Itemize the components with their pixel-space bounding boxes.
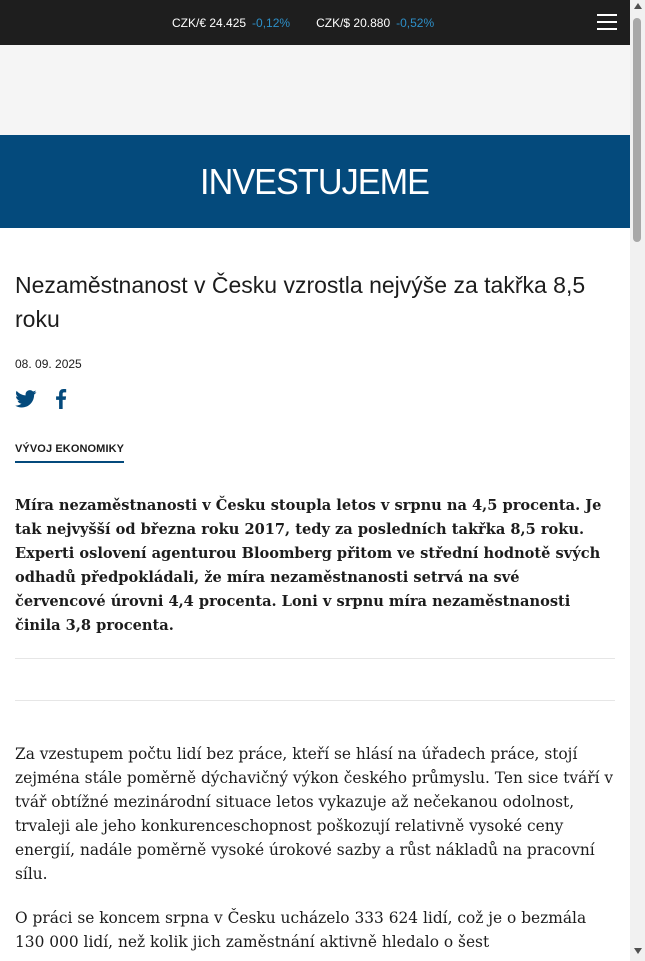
- article: [15, 268, 615, 954]
- rate-label: CZK/$ 20.880: [316, 16, 391, 30]
- rate-czk-usd: [316, 15, 434, 31]
- category-tag[interactable]: VÝVOJ EKONOMIKY: [15, 443, 124, 463]
- scroll-up-arrow-icon[interactable]: [630, 3, 645, 13]
- article-perex: Míra nezaměstnanosti v Česku stoupla letos v srpnu na 4,5 procenta. Je tak nejvyšší od března roku 2017, tedy za posledních takřka 8,5 roku. Experti oslovení agenturou Bloomberg přitom ve střední hodnotě svých odhadů předpokládali, že míra nezaměstnanosti setrvá na své červencové úrovni 4,4 procenta. Loni v srpnu míra nezaměstnanosti činila 3,8 procenta.: [15, 497, 602, 634]
- share-buttons: [15, 387, 615, 415]
- ad-placeholder: [0, 45, 630, 135]
- twitter-icon[interactable]: [15, 390, 37, 413]
- scroll-thumb[interactable]: [633, 18, 641, 242]
- divider: [15, 700, 615, 701]
- article-paragraph: Za vzestupem počtu lidí bez práce, kteří se hlásí na úřadech práce, stojí zejména stále poměrně dýchavičný výkon českého průmyslu. Ten sice tváří v tvář obtížné mezinárodní situace letos vykazuje až nečekanou odolnost, trvaleji ale jeho konkurenceschopnost poškozují relativně vysoké ceny energií, nadále poměrně vysoké úrokové sazby a růst nákladů na pracovní sílu.: [15, 745, 614, 883]
- article-title: Nezaměstnanost v Česku vzrostla nejvýše za takřka 8,5 roku: [15, 272, 586, 332]
- facebook-icon[interactable]: [55, 389, 67, 414]
- brand-header: [0, 135, 630, 228]
- scrollbar[interactable]: [630, 0, 645, 961]
- rate-czk-eur: [172, 15, 290, 31]
- top-bar: [0, 0, 630, 45]
- site-logo[interactable]: INVESTUJEME: [200, 160, 430, 202]
- divider: [15, 658, 615, 659]
- article-date: 08. 09. 2025: [15, 357, 82, 371]
- hamburger-menu-icon[interactable]: [597, 14, 617, 31]
- rate-label: CZK/€ 24.425: [172, 16, 247, 30]
- currency-rates: [172, 15, 434, 31]
- article-paragraph: O práci se koncem srpna v Česku ucházelo 333 624 lidí, což je o bezmála 130 000 lidí, než kolik jich zaměstnání aktivně hledalo o šest: [15, 909, 587, 951]
- scroll-down-arrow-icon[interactable]: [630, 948, 645, 958]
- rate-change: -0,12%: [252, 16, 291, 30]
- rate-change: -0,52%: [396, 16, 435, 30]
